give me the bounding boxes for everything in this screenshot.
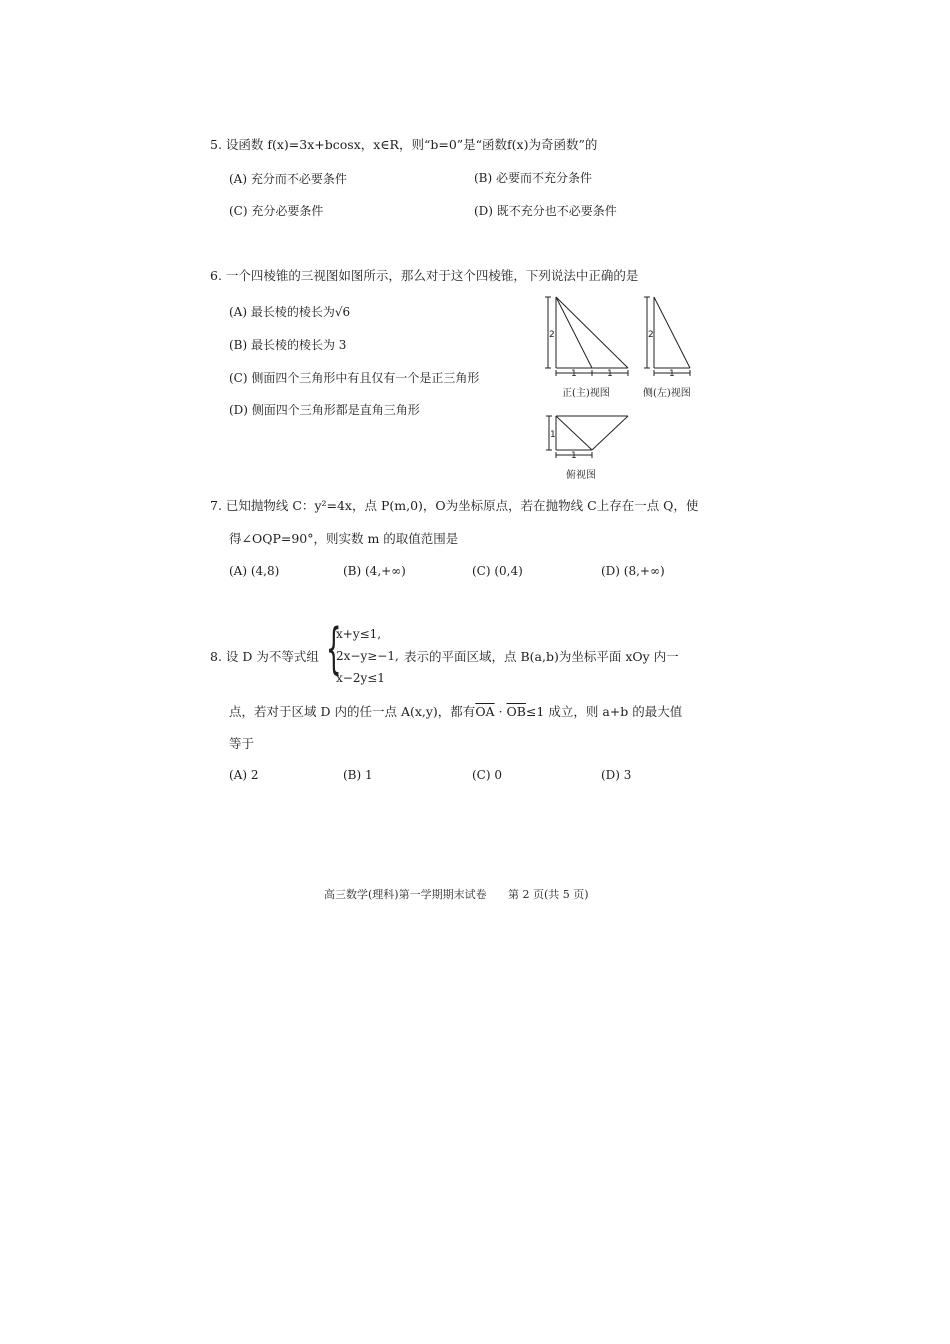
q8-line2-end: ≤1 成立，则 a+b 的最大值: [525, 704, 683, 719]
q5-option-d: (D) 既不充分也不必要条件: [474, 204, 617, 218]
top-dim-one-vertical: 1: [550, 430, 556, 440]
q8-system-line2: 2x−y≥−1,: [336, 649, 399, 663]
q7-option-a: (A) (4,8): [229, 564, 280, 578]
q8-option-d: (D) 3: [601, 768, 632, 782]
q7-option-c: (C) (0,4): [472, 564, 523, 578]
q7-line1: 7. 已知抛物线 C：y²=4x，点 P(m,0)，O为坐标原点，若在抛物线 C上存在一点 Q，使: [210, 498, 699, 513]
q6-option-b: (B) 最长棱的棱长为 3: [229, 338, 347, 352]
dot-operator: ·: [494, 704, 507, 719]
side-dim-height: 2: [648, 330, 654, 340]
q8-option-a: (A) 2: [229, 768, 259, 782]
q5-stem: 5. 设函数 f(x)=3x+bcosx，x∈R，则“b=0”是“函数f(x)为奇函数”的: [210, 137, 598, 152]
side-view-caption: 侧(左)视图: [643, 388, 691, 399]
front-view: [545, 297, 628, 376]
q5-option-a: (A) 充分而不必要条件: [229, 172, 347, 186]
q8-suffix: 表示的平面区域，点 B(a,b)为坐标平面 xOy 内一: [404, 649, 679, 664]
front-dim-one-left: 1: [571, 369, 577, 379]
q8-option-c: (C) 0: [472, 768, 502, 782]
footer-title: 高三数学(理科)第一学期期末试卷: [324, 888, 487, 901]
q8-system-line1: x+y≤1,: [336, 627, 382, 641]
q8-system-brace: {: [326, 617, 342, 680]
q5-option-b: (B) 必要而不充分条件: [474, 171, 592, 185]
q8-line2-start: 点，若对于区域 D 内的任一点 A(x,y)，都有: [229, 704, 476, 719]
q8-line2: [229, 704, 682, 720]
q6-stem: 6. 一个四棱锥的三视图如图所示，那么对于这个四棱锥，下列说法中正确的是: [210, 268, 639, 283]
q8-option-b: (B) 1: [343, 768, 373, 782]
top-view: [546, 416, 628, 458]
q7-line2: 得∠OQP=90°，则实数 m 的取值范围是: [229, 531, 459, 546]
q8-system-line3: x−2y≤1: [336, 671, 385, 685]
q6-option-c: (C) 侧面四个三角形中有且仅有一个是正三角形: [229, 371, 480, 385]
q6-option-d: (D) 侧面四个三角形都是直角三角形: [229, 403, 420, 417]
vector-oa: $\overline{OA}$: [475, 704, 495, 719]
footer-page-number: 第 2 页(共 5 页): [508, 888, 589, 901]
q7-option-b: (B) (4,+∞): [343, 564, 406, 578]
top-dim-one-horizontal: 1: [571, 451, 577, 461]
front-dim-one-right: 1: [607, 369, 613, 379]
front-view-caption: 正(主)视图: [562, 388, 610, 399]
q7-option-d: (D) (8,+∞): [601, 564, 665, 578]
q8-prefix: 8. 设 D 为不等式组: [210, 649, 319, 664]
q6-option-a: (A) 最长棱的棱长为√6: [229, 305, 351, 319]
q8-line3: 等于: [229, 736, 255, 751]
vector-ob: $\overline{OB}$: [506, 704, 526, 719]
front-dim-height: 2: [549, 330, 555, 340]
q5-option-c: (C) 充分必要条件: [229, 204, 324, 218]
top-view-caption: 俯视图: [566, 470, 596, 481]
side-dim-one: 1: [669, 369, 675, 379]
